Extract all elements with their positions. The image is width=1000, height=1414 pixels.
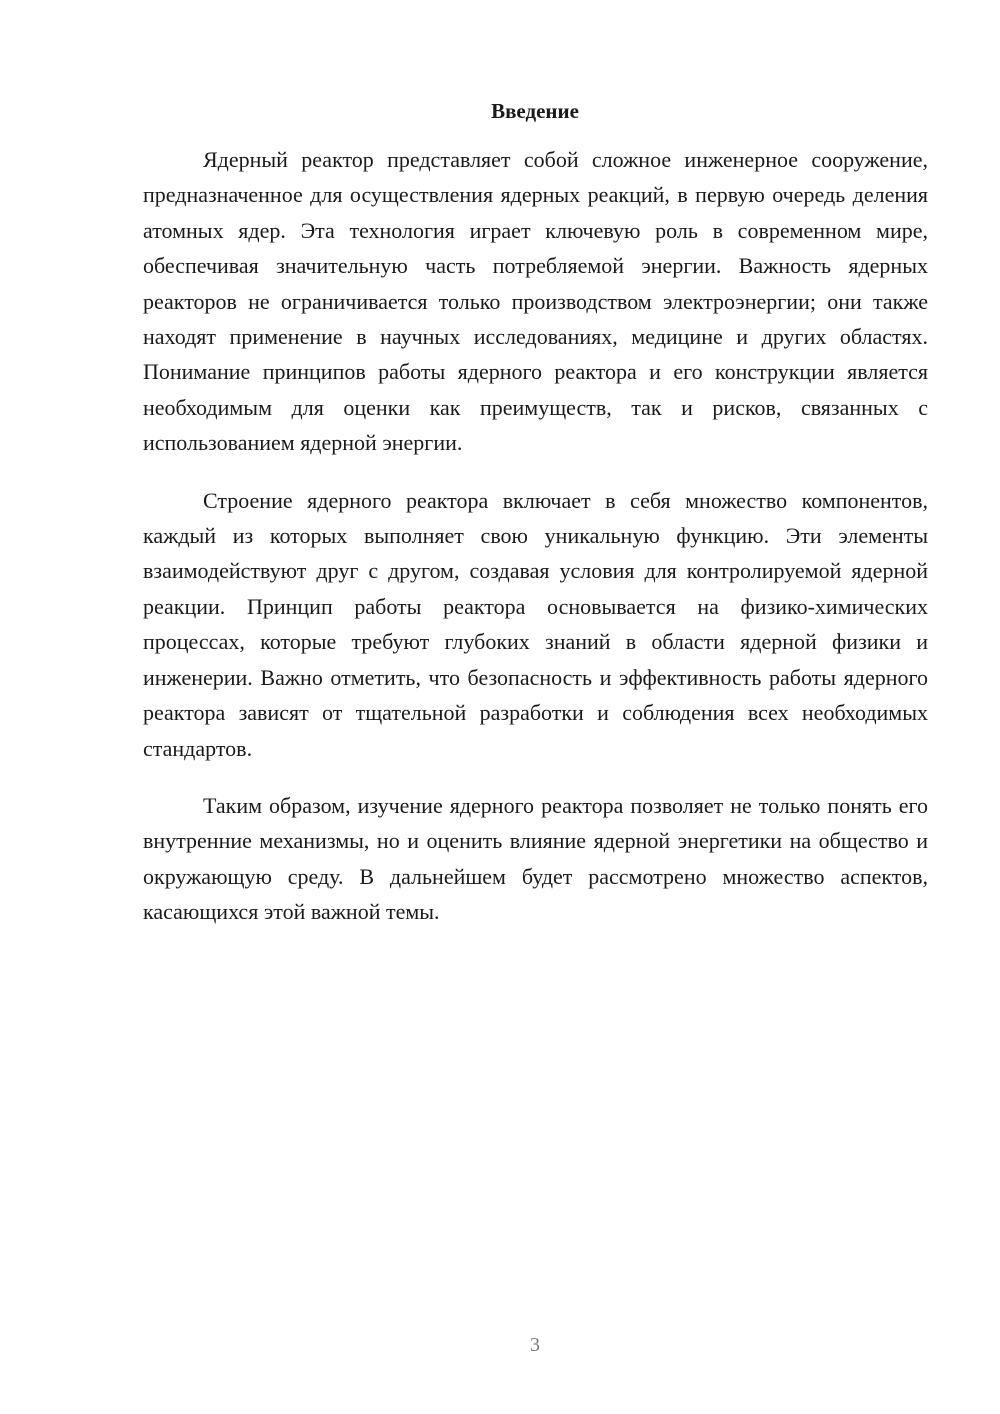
section-heading: Введение [491, 99, 579, 123]
paragraph-3: Таким образом, изучение ядерного реактора позволяет не только понять его внутренние механизмы, но и оценить влияние ядерной энергетики на общество и окружающую среду. В дальнейшем будет рассмотрено множество аспектов, касающихся этой важной темы. [143, 792, 928, 925]
body-text [143, 142, 928, 952]
paragraph-1: Ядерный реактор представляет собой сложное инженерное сооружение, предназначенное для осуществления ядерных реакций, в первую очередь деления атомных ядер. Эта технология играет ключевую роль в современном мире, обеспечивая значительную часть потребляемой энергии. Важность ядерных реакторов не ограничивается только производством электроэнергии; они также находят применение в научных исследованиях, медицине и других областях. Понимание принципов работы ядерного реактора и его конструкции является необходимым для оценки как преимуществ, так и рисков, связанных с использованием ядерной энергии. [143, 147, 928, 456]
page-number: 3 [530, 1334, 540, 1356]
paragraph-2: Строение ядерного реактора включает в себя множество компонентов, каждый из которых выполняет свою уникальную функцию. Эти элементы взаимодействуют друг с другом, создавая условия для контролируемой ядерной реакции. Принцип работы реактора основывается на физико-химических процессах, которые требуют глубоких знаний в области ядерной физики и инженерии. Важно отметить, что безопасность и эффективность работы ядерного реактора зависят от тщательной разработки и соблюдения всех необходимых стандартов. [143, 487, 928, 761]
